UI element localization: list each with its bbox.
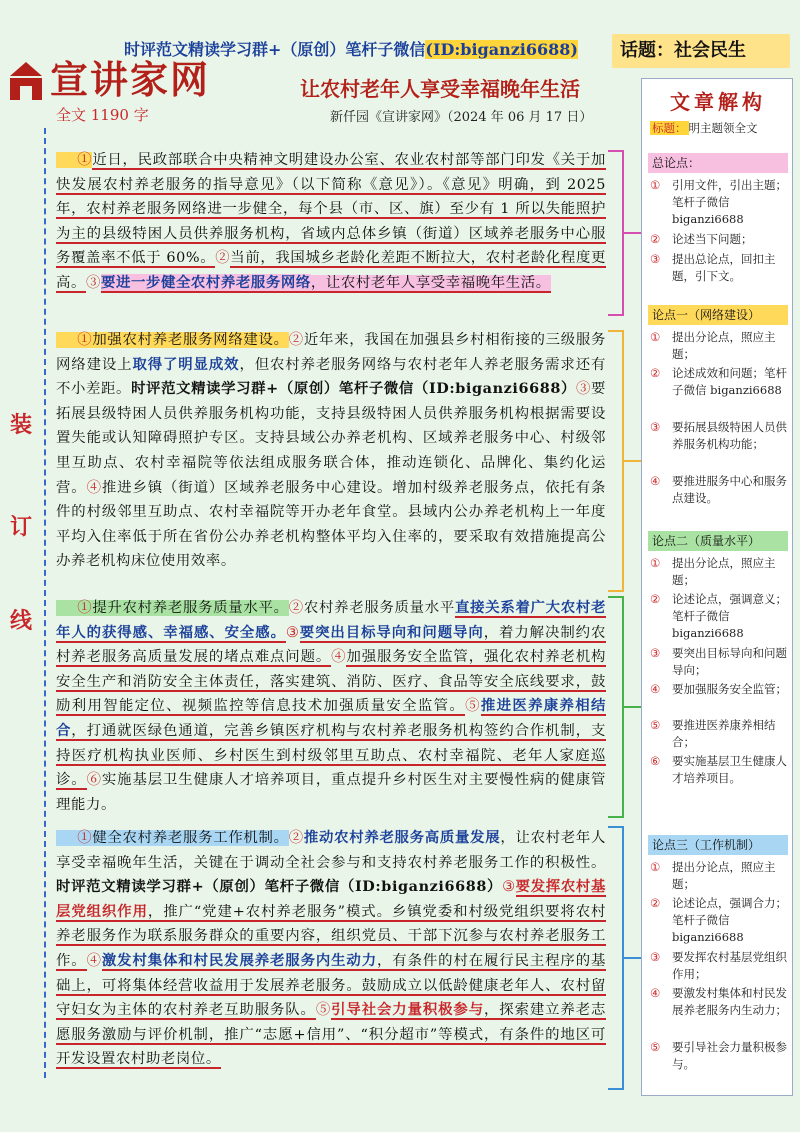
key-phrase: 推进医养康养相结合 — [56, 697, 606, 739]
marker-2: ② — [288, 332, 304, 348]
binding-char-2: 订 — [10, 514, 33, 540]
marker-5: ⑤ — [465, 698, 481, 715]
key-phrase: 取得了明显成效 — [132, 355, 240, 373]
marker-4: ④ — [86, 952, 102, 969]
marker-6: ⑥ — [86, 772, 102, 789]
key-phrase: 要突出目标导向和问题导向 — [299, 623, 484, 641]
list-item: ① 引用文件，引出主题；笔杆子微信 biganzi6688 — [650, 178, 787, 226]
title-note-text: 明主题领全文 — [688, 121, 758, 135]
list-item: ③ 要拓展县级特困人员供养服务机构功能； — [650, 420, 787, 451]
thesis-rest: ，让农村老年人享受幸福晚年生活。 — [310, 274, 551, 291]
binding-char-1: 装 — [10, 412, 33, 438]
list-item: ⑥ 要实施基层卫生健康人才培养项目。 — [650, 754, 787, 785]
list-item: ① 提出分论点，照应主题； — [650, 330, 776, 361]
sentence: 农村养老服务质量水平 — [303, 600, 455, 616]
point-heading: 加强农村养老服务网络建设。 — [92, 332, 289, 348]
list-item: ④ 要推进服务中心和服务点建设。 — [650, 474, 787, 505]
list-item: ③ 提出总论点，回扣主题，引下文。 — [650, 252, 776, 283]
list-item: ② 论述论点，强调意义；笔杆子微信 biganzi6688 — [650, 592, 787, 640]
title-tag: 标题： — [652, 121, 687, 135]
key-phrase: 直接关系着广大农村老年人的获得感、幸福感、安全感。 — [56, 599, 606, 641]
sentence: ，让农村老年人享受幸福晚年生活，关键在于调动全社会参与和支持农村养老服务工作的积极性。 — [56, 830, 607, 871]
paragraph-point-3 — [56, 826, 606, 1072]
marker-1: ① — [77, 600, 93, 616]
marker-2: ② — [288, 830, 304, 846]
marker-4: ④ — [331, 649, 347, 666]
structure-panel — [641, 78, 793, 1096]
sentence: ，推广“党建+农村养老服务”模式。乡镇党委和村级党组织要将农村养老服务作为联系服务群众的重要内容，组织党员、干部下沉参与农村养老服务工作。 — [56, 903, 606, 969]
key-phrase: 要发挥农村基层党组织作用 — [56, 878, 606, 920]
thesis-key: 要进一步健全农村养老服务网络 — [100, 273, 311, 291]
section-head-point-1: 论点一（网络建设） — [648, 305, 788, 325]
binding-dashed-line — [44, 128, 46, 1078]
marker-3: ③ — [575, 381, 591, 398]
list-item: ⑤ 要推进医养康养相结合； — [650, 718, 776, 749]
paragraph-intro — [56, 148, 606, 296]
list-item: ② 论述成效和问题；笔杆子微信 biganzi6688 — [650, 366, 787, 397]
list-item: ① 提出分论点，照应主题； — [650, 556, 776, 587]
group-banner — [124, 38, 578, 62]
sentence: 推进乡镇（街道）区域养老服务中心建设。增加村级养老服务点，依托有条件的村级邻里互助点、农村幸福院等开办老年食堂。县域内公办养老机构上一年度平均入住率低于所在省份公办养老机构整体平均入住率的，要采取有效措施提高公办养老机构床位使用效率。 — [56, 479, 606, 570]
sentence: ，有条件的村在履行民主程序的基础上，可将集体经营收益用于发展养老服务。鼓励成立以低龄健康老年人、农村留守妇女为主体的农村养老互助服务队。 — [56, 952, 606, 1019]
article-title: 让农村老年人享受幸福晚年生活 — [300, 77, 580, 101]
logo-text: 宣讲家网 — [50, 57, 211, 102]
sentence: 实施基层卫生健康人才培养项目，重点提升乡村医生对主要慢性病的健康管理能力。 — [56, 772, 606, 813]
list-item: ③ 要突出目标导向和问题导向； — [650, 646, 787, 677]
binding-char-3: 线 — [10, 608, 33, 634]
sentence: 近日，民政部联合中央精神文明建设办公室、农业农村部等部门印发《关于加快发展农村养老服务的指导意见》（以下简称《意见》）。《意见》明确，到 2025 年，农村养老服务网络进一步健全，每个县（市、区、旗）至少有 1 所以失能照护为主的县级特困人员供养服务机构，省域内总体乡镇（街道）区域养老服务中心服务覆盖率不低于 60%。 — [56, 152, 606, 267]
key-phrase: 引导社会力量积极参与 — [331, 1001, 484, 1019]
byline: 新仟园《宣讲家网》（2024 年 06 月 17 日） — [330, 110, 593, 125]
ad-line: 时评范文精读学习群+（原创）笔杆子微信（ID:biganzi6688） — [56, 878, 503, 896]
key-phrase: 推动农村养老服务高质量发展 — [303, 829, 501, 846]
sentence: ，探索建立养老志愿服务激励与评价机制，推广“志愿+信用”、“积分超市”等模式，有条件的地区可开发设置农村助老岗位。 — [56, 1002, 606, 1068]
marker-3: ③ — [285, 624, 300, 641]
paragraph-point-1 — [56, 328, 606, 574]
marker-3: ③ — [502, 879, 516, 896]
sentence: 当前，我国城乡老龄化差距不断拉大，农村老龄化程度更高。 — [56, 250, 606, 291]
marker-5: ⑤ — [315, 1002, 332, 1019]
section-head-point-3: 论点三（工作机制） — [648, 835, 788, 855]
sentence: ，打通就医绿色通道，完善乡镇医疗机构与农村养老服务机构签约合作机制，支持医疗机构执业医师、乡村医生到村级邻里互助点、农村幸福院、老年人家庭巡诊。 — [56, 722, 606, 789]
list-item: ② 论述论点，强调合力；笔杆子微信 biganzi6688 — [650, 896, 787, 944]
panel-title-note — [650, 119, 758, 137]
list-item: ② 论述当下问题； — [650, 232, 753, 246]
marker-4: ④ — [86, 479, 102, 496]
group-banner-id: (ID:biganzi6688) — [425, 40, 578, 59]
sentence: 加强服务安全监管，强化农村养老机构安全生产和消防安全主体责任，落实建筑、消防、医疗、食品等安全底线要求，鼓励利用智能定位、视频监控等信息技术加强质量安全监管。 — [56, 649, 606, 715]
marker-1: ① — [77, 830, 93, 846]
word-count: 全文 1190 字 — [56, 106, 149, 124]
point-heading: 提升农村养老服务质量水平。 — [92, 600, 289, 616]
list-item: ① 提出分论点，照应主题； — [650, 860, 776, 891]
marker-2: ② — [215, 250, 231, 267]
sentence: 近年来，我国在加强县乡村相衔接的三级服务网络建设上 — [56, 332, 606, 373]
sentence: ，但农村养老服务网络与农村老年人养老服务需求还有不小差距。 — [56, 356, 606, 398]
paragraph-point-2 — [56, 596, 606, 817]
marker-1: ① — [77, 332, 93, 348]
sentence: ，着力解决制约农村养老服务高质量发展的堵点难点问题。 — [56, 624, 606, 666]
topic-label: 话题：社会民生 — [612, 34, 790, 68]
panel-title: 文章解构 — [670, 90, 766, 114]
marker-2: ② — [288, 600, 304, 616]
ad-line: 时评范文精读学习群+（原创）笔杆子微信（ID:biganzi6688） — [131, 380, 576, 398]
list-item: ⑤ 要引导社会力量积极参与。 — [650, 1040, 787, 1071]
list-item: ④ 要激发村集体和村民发展养老服务内生动力； — [650, 986, 787, 1017]
list-item: ④ 要加强服务安全监管； — [650, 682, 787, 696]
group-banner-text: 时评范文精读学习群+（原创）笔杆子微信 — [124, 40, 426, 59]
section-head-point-2: 论点二（质量水平） — [648, 531, 788, 551]
list-item: ③ 要发挥农村基层党组织作用； — [650, 950, 787, 981]
point-heading: 健全农村养老服务工作机制。 — [92, 830, 289, 846]
section-head-intro: 总论点： — [648, 153, 788, 173]
site-logo — [6, 56, 216, 102]
marker-3: ③ — [85, 274, 101, 291]
sentence: 要拓展县级特困人员供养服务机构功能，支持县级特困人员供养服务机构根据需要设置失能或认知障碍照护专区。支持县域公办养老机构、区域养老服务中心、村级邻里互助点、农村幸福院等依法组成服务联合体，推动连锁化、品牌化、集约化运营。 — [56, 381, 606, 496]
key-phrase: 激发村集体和村民发展养老服务内生动力 — [101, 951, 378, 969]
marker-1: ① — [77, 152, 93, 168]
logo-house-icon — [6, 62, 46, 100]
